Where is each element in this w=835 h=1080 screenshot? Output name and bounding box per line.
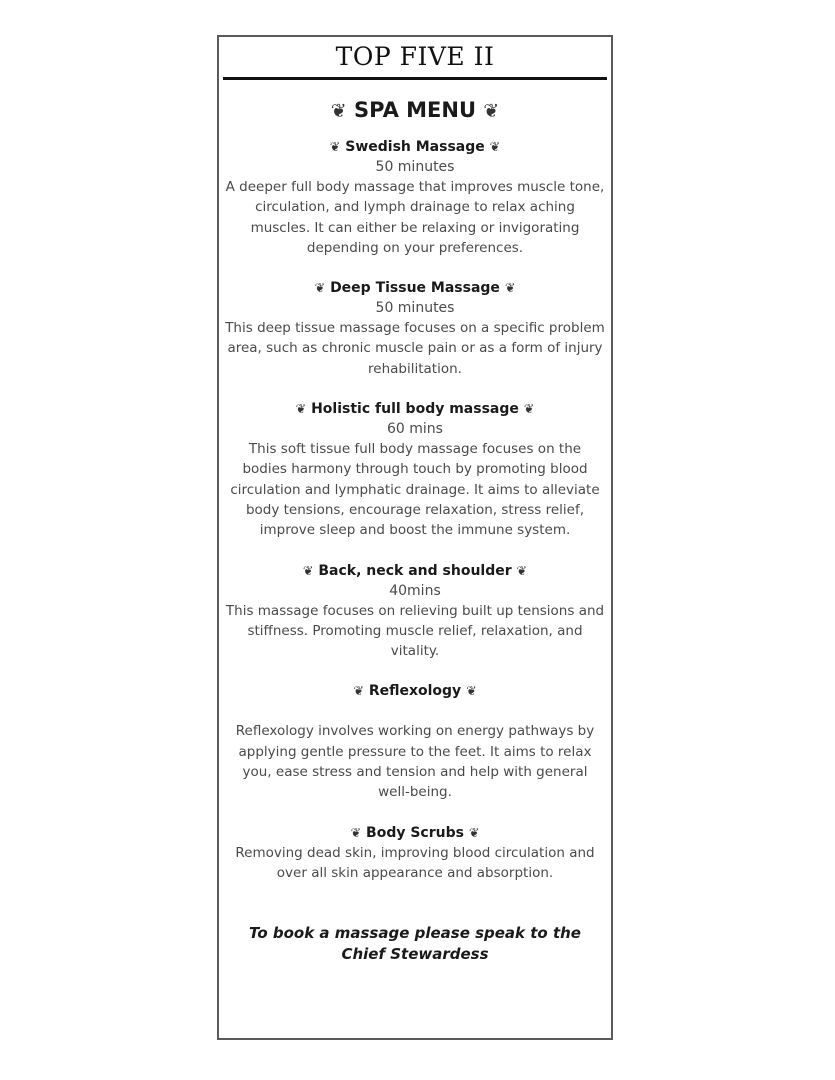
service-item [219, 278, 611, 379]
ornament-icon: ❦ [489, 139, 501, 154]
ornament-icon: ❦ [468, 824, 480, 840]
ornament-icon: ❦ [330, 100, 347, 122]
document-title: TOP FIVE II [335, 42, 495, 71]
ornament-icon: ❦ [353, 683, 364, 699]
service-item [219, 137, 611, 258]
service-duration: 60 mins [387, 421, 443, 438]
service-name-label: Swedish Massage [345, 139, 485, 155]
menu-heading-label: SPA MENU [353, 98, 477, 122]
service-name-label: Holistic full body massage [311, 401, 519, 418]
service-description: Removing dead skin, improving blood circulation and over all skin appearance and absorption. [235, 844, 595, 881]
title-divider [223, 77, 607, 80]
service-name-label: Body Scrubs [366, 824, 464, 841]
service-name [219, 561, 611, 581]
ornament-icon: ❦ [466, 683, 477, 699]
ornament-icon: ❦ [483, 100, 500, 122]
ornament-icon: ❦ [504, 280, 516, 296]
ornament-icon: ❦ [329, 139, 341, 154]
service-name-label: Deep Tissue Massage [330, 280, 500, 297]
ornament-icon: ❦ [350, 824, 362, 840]
ornament-icon: ❦ [302, 562, 314, 578]
booking-note: To book a massage please speak to the Chief Stewardess [249, 924, 581, 964]
service-name [219, 278, 611, 298]
service-name [219, 823, 611, 843]
service-description: This massage focuses on relieving built up tensions and stiffness. Promoting muscle relief, relaxation, and vitality. [225, 602, 605, 660]
service-description: This deep tissue massage focuses on a specific problem area, such as chronic muscle pain or as a form of injury rehabilitation. [225, 320, 605, 377]
service-item [219, 399, 611, 540]
service-item [219, 681, 611, 802]
ornament-icon: ❦ [523, 401, 535, 417]
ornament-icon: ❦ [314, 280, 326, 296]
service-name-label: Back, neck and shoulder [318, 562, 512, 579]
service-duration: 50 minutes [375, 300, 455, 317]
service-name [219, 137, 611, 157]
ornament-icon: ❦ [516, 562, 528, 578]
blank-line [219, 701, 611, 721]
service-description: Reflexology involves working on energy pathways by applying gentle pressure to the feet. It aims to relax you, ease stress and tension and help with general well-being. [235, 723, 595, 801]
service-item [219, 823, 611, 884]
ornament-icon: ❦ [295, 401, 307, 417]
service-duration: 40mins [389, 582, 441, 599]
service-name [219, 681, 611, 701]
service-item [219, 561, 611, 662]
menu-heading [219, 96, 611, 125]
service-name-label: Reflexology [368, 683, 462, 700]
service-name [219, 399, 611, 419]
service-description: This soft tissue full body massage focuses on the bodies harmony through touch by promoting blood circulation and lymphatic drainage. It aims to alleviate body tensions, encourage relaxation, stress relief, improve sleep and boost the immune system. [230, 441, 600, 539]
service-description: A deeper full body massage that improves muscle tone, circulation, and lymph drainage to relax aching muscles. It can either be relaxing or invigorating depending on your preferences. [225, 179, 605, 256]
spa-menu-card [217, 35, 613, 1040]
service-duration: 50 minutes [375, 159, 455, 175]
